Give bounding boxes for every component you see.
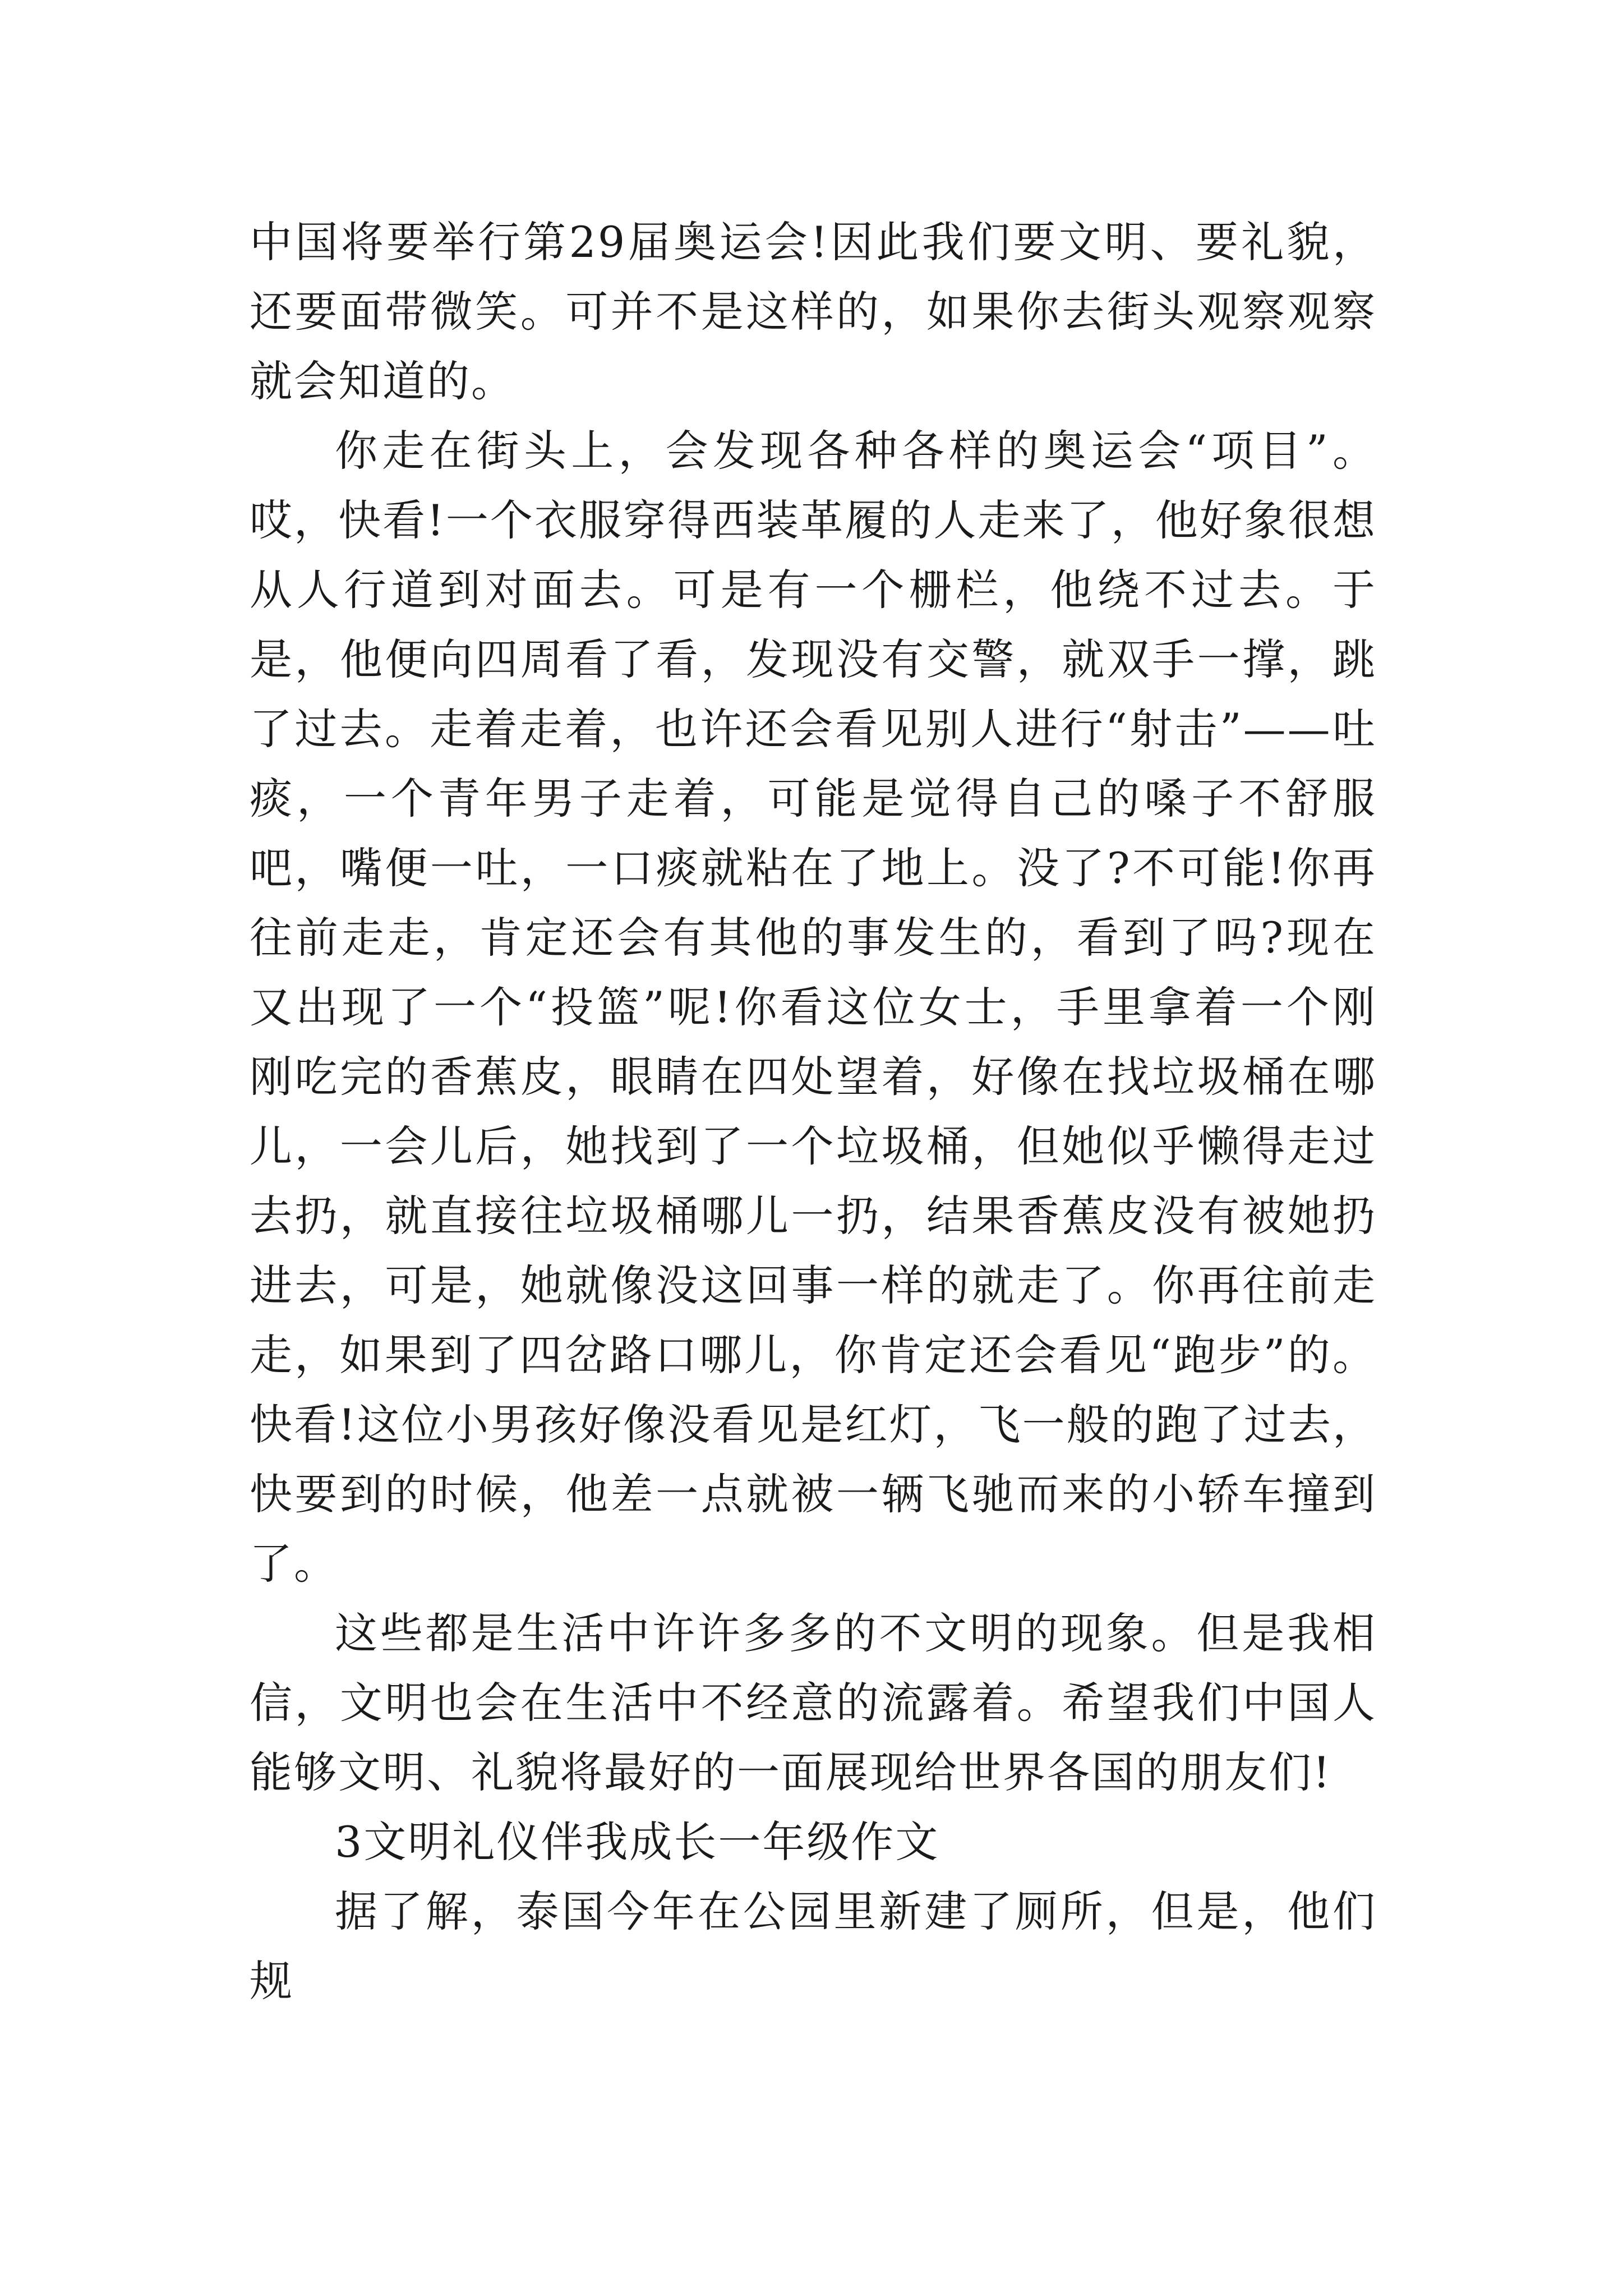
paragraph-3: 这些都是生活中许许多多的不文明的现象。但是我相信，文明也会在生活中不经意的流露着。希望我们中国人能够文明、礼貌将最好的一面展现给世界各国的朋友们!: [250, 1608, 1377, 1797]
paragraph-4: 据了解，泰国今年在公园里新建了厕所，但是，他们规: [250, 1887, 1377, 2006]
document-body: [250, 208, 1377, 2016]
section-heading: 3文明礼仪伴我成长一年级作文: [335, 1817, 940, 1867]
paragraph-1: 中国将要举行第29届奥运会!因此我们要文明、要礼貌，还要面带微笑。可并不是这样的，如果你去街头观察观察就会知道的。: [250, 217, 1377, 406]
paragraph-2: 你走在街头上，会发现各种各样的奥运会“项目”。哎，快看!一个衣服穿得西装革履的人走来了，他好象很想从人行道到对面去。可是有一个栅栏，他绕不过去。于是，他便向四周看了看，发现没有交警，就双手一撑，跳了过去。走着走着，也许还会看见别人进行“射击”——吐痰，一个青年男子走着，可能是觉得自己的嗓子不舒服吧，嘴便一吐，一口痰就粘在了地上。没了?不可能!你再往前走走，肯定还会有其他的事发生的，看到了吗?现在又出现了一个“投篮”呢!你看这位女士，手里拿着一个刚刚吃完的香蕉皮，眼睛在四处望着，好像在找垃圾桶在哪儿，一会儿后，她找到了一个垃圾桶，但她似乎懒得走过去扔，就直接往垃圾桶哪儿一扔，结果香蕉皮没有被她扔进去，可是，她就像没这回事一样的就走了。你再往前走走，如果到了四岔路口哪儿，你肯定还会看见“跑步”的。快看!这位小男孩好像没看见是红灯，飞一般的跑了过去，快要到的时候，他差一点就被一辆飞驰而来的小轿车撞到了。: [250, 426, 1377, 1589]
